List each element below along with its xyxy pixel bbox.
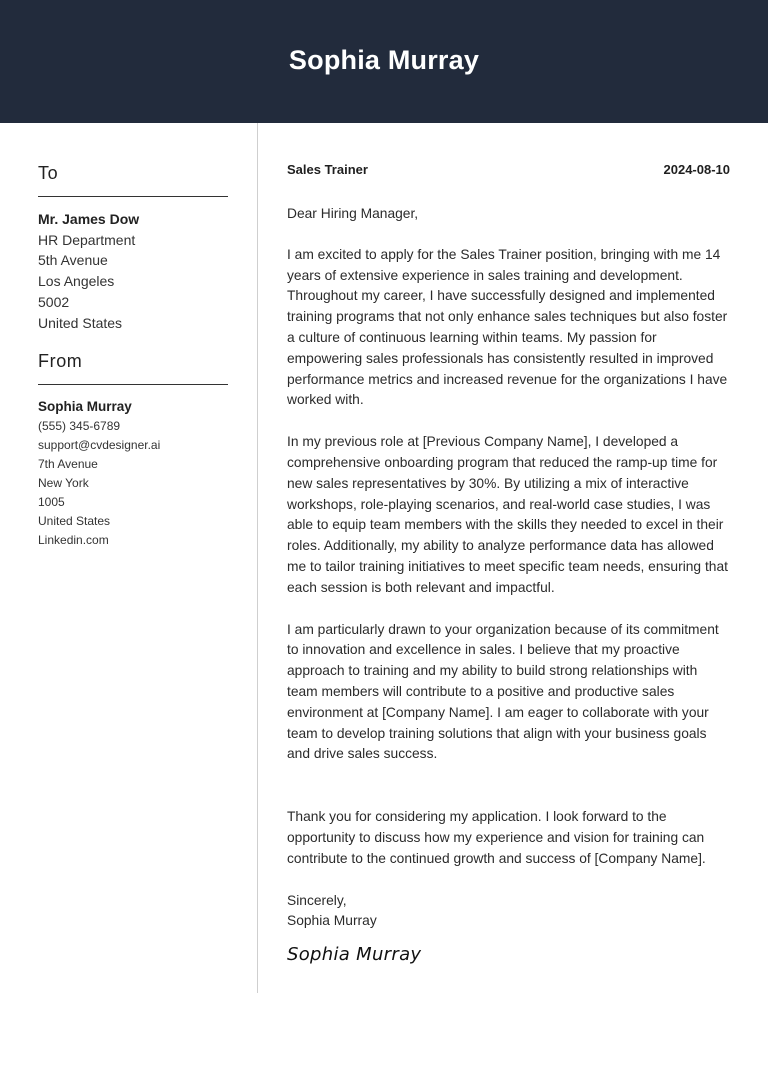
- signature: Sophia Murray: [287, 944, 422, 966]
- letter-meta: [287, 162, 730, 177]
- closing: Sincerely,: [287, 892, 347, 908]
- sender-details: [38, 397, 228, 550]
- sidebar: [38, 123, 228, 550]
- letter-date: 2024-08-10: [663, 162, 730, 177]
- recipient-details: [38, 209, 228, 333]
- recipient-line: HR Department: [38, 231, 136, 248]
- closing-name: Sophia Murray: [287, 913, 377, 929]
- applicant-name-title: Sophia Murray: [288, 45, 480, 75]
- paragraph: Thank you for considering my application. I look forward to the opportunity to discuss how my experience and vision for training can contribute to the continued growth and success of [Company Name].: [287, 809, 706, 866]
- sender-line: 1005: [38, 495, 65, 510]
- paragraph: I am excited to apply for the Sales Trainer position, bringing with me 14 years of extensive experience in sales training and development. Throughout my career, I have successfully designed and implemented training programs that not only enhance sales techniques but also foster a culture of continuous learning within teams. My passion for empowering sales professionals has consistently resulted in improved performance metrics and increased revenue for the organizations I have worked with.: [287, 246, 728, 408]
- recipient-line: 5002: [38, 293, 70, 310]
- sender-line: New York: [38, 476, 89, 491]
- recipient-name: Mr. James Dow: [38, 211, 140, 227]
- sender-email: support@cvdesigner.ai: [38, 438, 161, 453]
- to-heading: To: [38, 163, 228, 197]
- from-heading: From: [38, 351, 228, 385]
- column-divider: [257, 123, 258, 993]
- recipient-line: United States: [38, 314, 123, 331]
- sender-name: Sophia Murray: [38, 399, 132, 415]
- recipient-line: 5th Avenue: [38, 252, 108, 269]
- sender-linkedin: Linkedin.com: [38, 533, 109, 548]
- paragraph: In my previous role at [Previous Company Name], I developed a comprehensive onboarding program that reduced the ramp-up time for new sales representatives by 30%. By utilizing a mix of interactive workshops, role-playing scenarios, and real-world case studies, I was able to equip team members with the skills they needed to excel in their roles. Additionally, my ability to analyze performance data has allowed me to tailor training initiatives to meet specific team needs, ensuring that each session is both relevant and impactful.: [287, 434, 728, 595]
- sender-line: 7th Avenue: [38, 457, 98, 472]
- recipient-line: Los Angeles: [38, 273, 115, 290]
- letter-body: [287, 123, 730, 965]
- paragraph: I am particularly drawn to your organization because of its commitment to innovation and excellence in sales. I believe that my proactive approach to training and my ability to build strong relationships with team members will contribute to a positive and productive sales environment at [Company Name]. I am eager to collaborate with your team to develop training solutions that align with your business goals and drive sales success.: [287, 621, 719, 762]
- greeting: Dear Hiring Manager,: [287, 206, 419, 221]
- position-title: Sales Trainer: [287, 162, 368, 177]
- sender-line: United States: [38, 514, 111, 529]
- sender-phone: (555) 345-6789: [38, 419, 121, 434]
- header-banner: [0, 0, 768, 123]
